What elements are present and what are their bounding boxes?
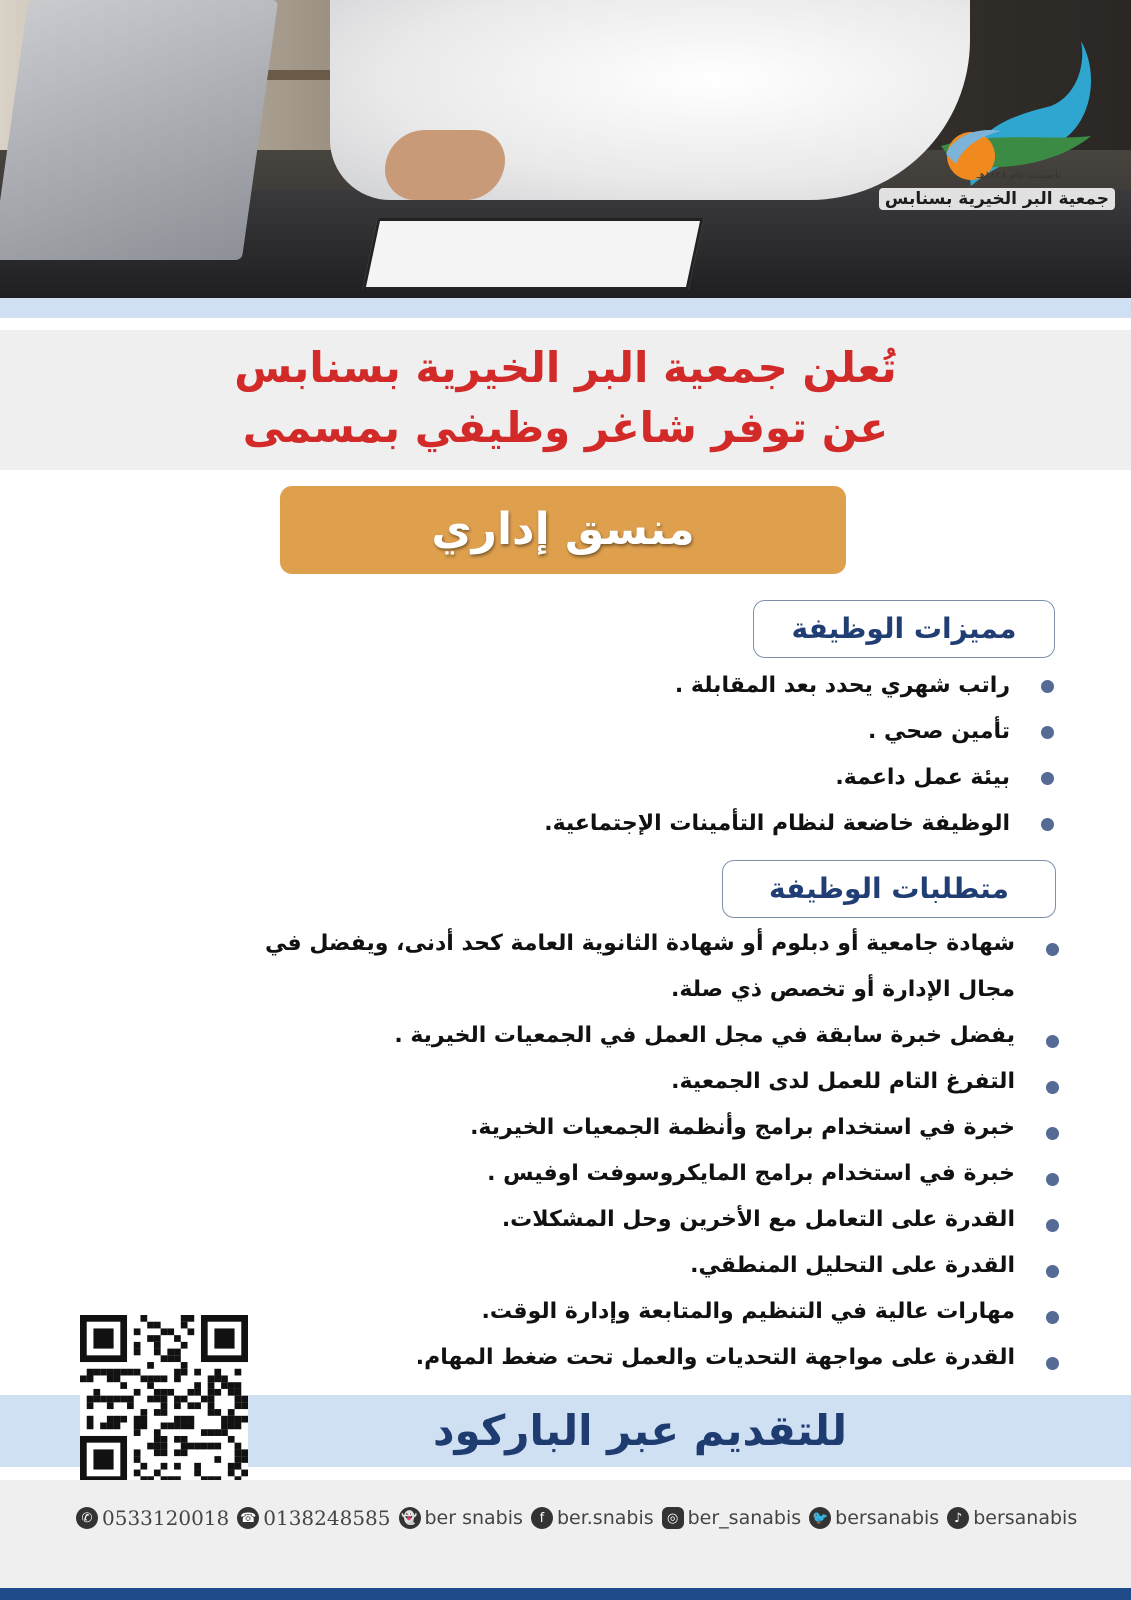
list-item: التفرغ التام للعمل لدى الجمعية.: [211, 1059, 1061, 1105]
instagram-contact[interactable]: [662, 1507, 802, 1529]
list-item: مهارات عالية في التنظيم والمتابعة وإدارة الوقت.: [211, 1289, 1061, 1335]
benefits-list: [544, 663, 1056, 847]
snapchat-handle: ber snabis: [424, 1507, 523, 1529]
list-item: خبرة في استخدام برامج المايكروسوفت اوفيس .: [211, 1151, 1061, 1197]
divider-band: [0, 298, 1131, 318]
qr-code[interactable]: [80, 1315, 248, 1483]
laptop-image: [0, 0, 278, 260]
requirements-list: [211, 921, 1061, 1381]
instagram-icon: ◎: [662, 1507, 684, 1529]
list-item: خبرة في استخدام برامج وأنظمة الجمعيات الخيرية.: [211, 1105, 1061, 1151]
apply-instruction: للتقديم عبر الباركود: [432, 1406, 848, 1455]
headline-line-2: عن توفر شاغر وظيفي بمسمى: [242, 403, 889, 452]
headline-line-1: تُعلن جمعية البر الخيرية بسنابس: [234, 343, 897, 392]
logo-established: تاسست عام ١٤٢٨هـ: [976, 170, 1061, 181]
whatsapp-contact[interactable]: [76, 1506, 229, 1530]
whatsapp-icon: ✆: [76, 1507, 98, 1529]
footer: [0, 1480, 1131, 1588]
clipboard-image: [362, 218, 703, 290]
list-item: راتب شهري يحدد بعد المقابلة .: [544, 663, 1056, 709]
phone-icon: ☎: [237, 1507, 259, 1529]
list-item: شهادة جامعية أو دبلوم أو شهادة الثانوية العامة كحد أدنى، ويفضل في مجال الإدارة أو تخصص ذي صلة.: [211, 921, 1061, 1013]
requirements-heading: متطلبات الوظيفة: [722, 860, 1056, 918]
facebook-handle: ber.snabis: [556, 1507, 654, 1529]
list-item: الوظيفة خاضعة لنظام التأمينات الإجتماعية.: [544, 801, 1056, 847]
facebook-contact[interactable]: [531, 1507, 654, 1529]
contact-bar: [76, 1506, 1077, 1530]
facebook-icon: f: [531, 1507, 553, 1529]
job-title-badge: منسق إداري: [280, 486, 846, 574]
announcement-headline: [0, 338, 1131, 458]
tiktok-icon: ♪: [947, 1507, 969, 1529]
list-item: بيئة عمل داعمة.: [544, 755, 1056, 801]
list-item: تأمين صحي .: [544, 709, 1056, 755]
phone-contact[interactable]: [237, 1506, 390, 1530]
phone-number: 0138248585: [263, 1506, 391, 1530]
list-item: يفضل خبرة سابقة في مجل العمل في الجمعيات الخيرية .: [211, 1013, 1061, 1059]
tiktok-contact[interactable]: [947, 1507, 1077, 1529]
tiktok-handle: bersanabis: [973, 1507, 1078, 1529]
twitter-icon: 🐦: [809, 1507, 831, 1529]
list-item: القدرة على التحليل المنطقي.: [211, 1243, 1061, 1289]
bottom-bar: [0, 1588, 1131, 1600]
list-item: القدرة على التعامل مع الأخرين وحل المشكلات.: [211, 1197, 1061, 1243]
benefits-heading: مميزات الوظيفة: [753, 600, 1055, 658]
hero-photo: [0, 0, 1131, 298]
hand-image: [385, 130, 505, 200]
snapchat-icon: 👻: [399, 1507, 421, 1529]
logo-org-name: جمعية البر الخيرية بسنابس: [879, 188, 1115, 210]
snapchat-contact[interactable]: [399, 1507, 523, 1529]
whatsapp-number: 0533120018: [102, 1506, 230, 1530]
list-item: القدرة على مواجهة التحديات والعمل تحت ضغط المهام.: [211, 1335, 1061, 1381]
twitter-handle: bersanabis: [835, 1507, 940, 1529]
twitter-contact[interactable]: [809, 1507, 939, 1529]
instagram-handle: ber_sanabis: [687, 1507, 802, 1529]
